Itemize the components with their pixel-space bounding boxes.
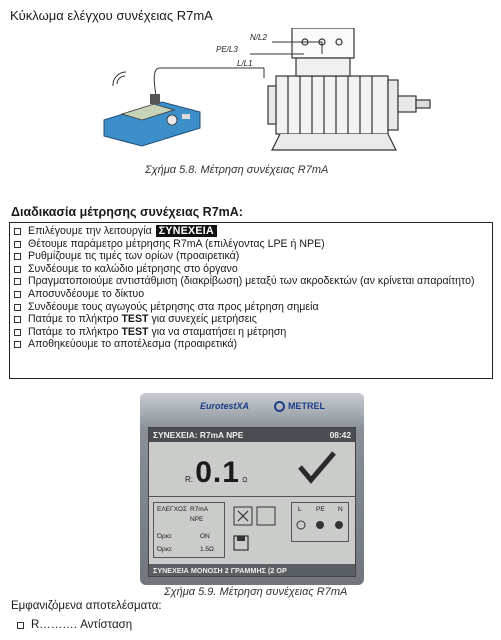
function-highlight: ΣΥΝΕΧΕΙΑ <box>156 225 217 237</box>
figure-caption: Σχήμα 5.8. Μέτρηση συνέχειας R7mA <box>145 164 329 176</box>
device-model: EurotestXA <box>200 401 250 411</box>
list-item: Αποσυνδέουμε το δίκτυο <box>14 288 488 301</box>
results-heading: Εμφανιζόμενα αποτελέσματα: <box>11 600 162 612</box>
list-item: Πραγματοποιούμε αντιστάθμιση (διακρίβωση) μεταξύ των ακροδεκτών (αν κρίνεται απαραίτητο) <box>14 275 488 288</box>
lcd-screen <box>148 427 356 577</box>
screen-title-bar <box>149 428 355 442</box>
wire-label-l-l1: L/L1 <box>237 59 253 68</box>
checkbox-bullet-icon <box>14 266 21 273</box>
list-item: Συνδέουμε τους αγωγούς μέτρησης στα προς μέτρηση σημεία <box>14 301 488 314</box>
list-item: Αποθηκεύουμε το αποτέλεσμα (προαιρετικά) <box>14 338 488 351</box>
metrel-logo-icon <box>274 401 285 412</box>
checkbox-bullet-icon <box>14 253 21 260</box>
instrument-header <box>140 393 364 427</box>
procedure-heading: Διαδικασία μέτρησης συνέχειας R7mA: <box>11 205 243 219</box>
checkbox-bullet-icon <box>14 278 21 285</box>
list-item: Ρυθμίζουμε τις τιμές των ορίων (προαιρετικά) <box>14 250 488 263</box>
page-title: Κύκλωμα ελέγχου συνέχειας R7mA <box>10 8 213 23</box>
result-readout: R: 0.1 Ω <box>185 456 248 489</box>
list-item: Συνδέουμε το καλώδιο μέτρησης στο όργανο <box>14 263 488 276</box>
procedure-box <box>9 222 493 379</box>
result-value: 0.1 <box>195 456 240 489</box>
list-item: Πατάμε το πλήκτρο TEST για συνεχείς μετρήσεις <box>14 313 488 326</box>
screen-time: 08:42 <box>329 430 351 440</box>
instrument-screen-photo <box>140 393 364 585</box>
checkbox-bullet-icon <box>14 304 21 311</box>
motor-illustration <box>268 28 430 150</box>
checkbox-bullet-icon <box>14 291 21 298</box>
wire-label-n-l2: N/L2 <box>250 33 267 42</box>
screen-title: ΣΥΝΕΧΕΙΑ: R7mA NPE <box>153 430 244 440</box>
checkbox-bullet-icon <box>14 341 21 348</box>
screen-status-icons <box>233 506 279 561</box>
continuity-circuit-figure <box>100 28 495 168</box>
terminal-indicator: L PE N <box>291 502 349 542</box>
checkbox-bullet-icon <box>14 228 21 235</box>
list-item: Πατάμε το πλήκτρο TEST για να σταματήσει η μέτρηση <box>14 326 488 339</box>
result-list-item: R………. Αντίσταση <box>31 619 132 631</box>
tester-instrument-illustration <box>104 94 200 146</box>
checkbox-bullet-icon <box>17 622 24 629</box>
checkbox-bullet-icon <box>14 329 21 336</box>
brand-name: METREL <box>288 401 325 411</box>
wireless-icon <box>113 72 126 86</box>
checkbox-bullet-icon <box>14 241 21 248</box>
result-unit: Ω <box>242 477 248 484</box>
figure-caption: Σχήμα 5.9. Μέτρηση συνέχειας R7mA <box>164 586 348 598</box>
checkbox-bullet-icon <box>14 316 21 323</box>
wire-label-pe-l3: PE/L3 <box>216 45 238 54</box>
pass-check-icon <box>297 450 337 484</box>
list-item: Θέτουμε παράμετρο μέτρησης R7mA (επιλέγοντας LPE ή NPE) <box>14 238 488 251</box>
screen-footer: ΣΥΝΕΧΕΙΑ ΜΟΝΟΣΗ 2 ΓΡΑΜΜΗΣ (2 ΟΡ <box>149 564 356 576</box>
list-item: Επιλέγουμε την λειτουργία ΣΥΝΕΧΕΙΑ <box>14 225 488 238</box>
parameter-panel: ΕΛΕΓΧΟΣ R7mA NPE Όριο: ON Όριο: 1.5Ω <box>153 502 225 558</box>
